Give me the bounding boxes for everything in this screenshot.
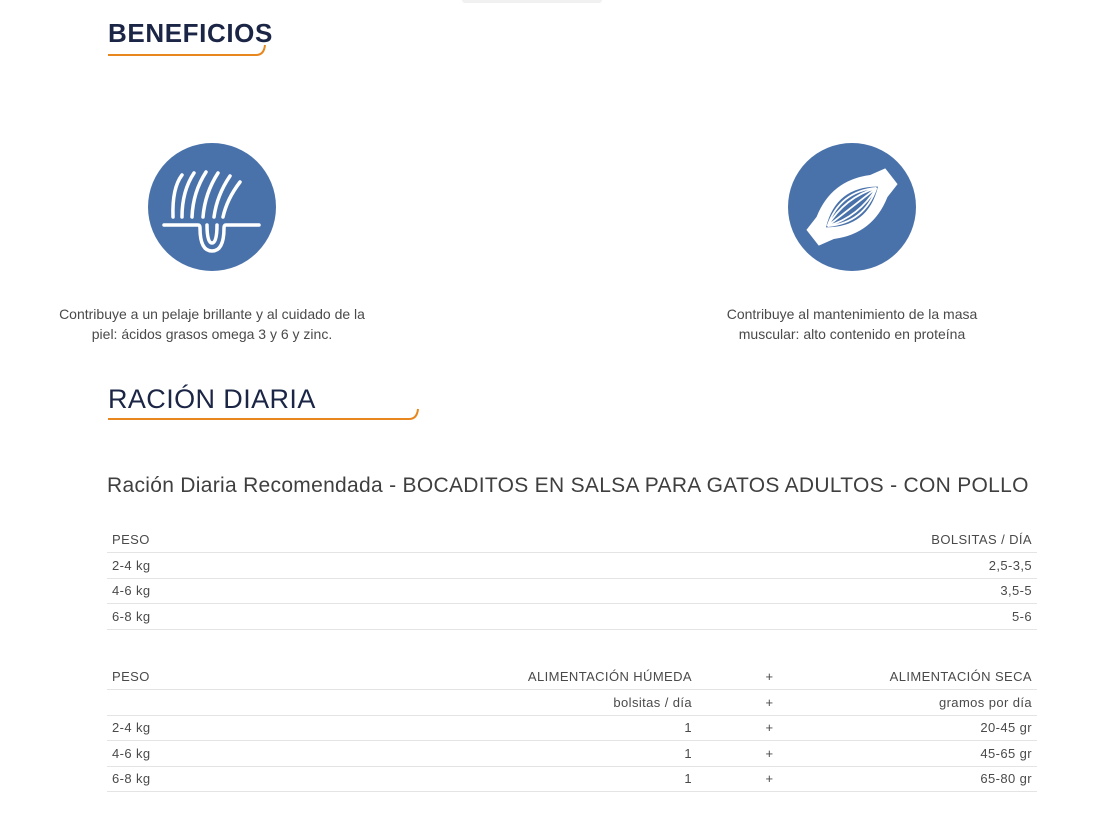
table-row — [107, 553, 1037, 579]
cell-peso: 4-6 kg — [107, 578, 390, 604]
header-seca: ALIMENTACIÓN SECA — [842, 664, 1037, 690]
table-row — [107, 715, 1037, 741]
cell-peso: 4-6 kg — [107, 741, 397, 767]
cell-bolsitas: 5-6 — [390, 604, 1037, 630]
header-plus: + — [697, 664, 842, 690]
benefit-description: Contribuye a un pelaje brillante y al cuidado de la piel: ácidos grasos omega 3 y 6 y zinc. — [59, 306, 365, 342]
cell-bolsitas: 2,5-3,5 — [390, 553, 1037, 579]
section-title-text: RACIÓN DIARIA — [108, 384, 316, 414]
cell-seca: 65-80 gr — [842, 766, 1037, 792]
cell-peso: 6-8 kg — [107, 766, 397, 792]
muscle-icon — [788, 143, 916, 271]
table-row — [107, 604, 1037, 630]
unit-seca: gramos por día — [842, 690, 1037, 716]
header-peso: PESO — [107, 527, 390, 553]
cell-plus: + — [697, 741, 842, 767]
title-underline — [108, 43, 266, 57]
table-row — [107, 741, 1037, 767]
cell-peso: 6-8 kg — [107, 604, 390, 630]
header-humeda: ALIMENTACIÓN HÚMEDA — [397, 664, 697, 690]
unit-peso — [107, 690, 397, 716]
cell-humeda: 1 — [397, 715, 697, 741]
section-title-beneficios — [108, 18, 273, 57]
cell-peso: 2-4 kg — [107, 715, 397, 741]
unit-plus: + — [697, 690, 842, 716]
ration-table-mixed — [107, 664, 1037, 792]
table-row — [107, 766, 1037, 792]
unit-humeda: bolsitas / día — [397, 690, 697, 716]
cell-plus: + — [697, 715, 842, 741]
benefit-item-skin-coat — [42, 143, 382, 344]
cell-bolsitas: 3,5-5 — [390, 578, 1037, 604]
header-peso: PESO — [107, 664, 397, 690]
cell-plus: + — [697, 766, 842, 792]
cell-humeda: 1 — [397, 741, 697, 767]
section-title-racion-diaria — [108, 384, 316, 421]
top-scroll-remnant — [462, 0, 602, 3]
ration-subtitle: Ración Diaria Recomendada - BOCADITOS EN SALSA PARA GATOS ADULTOS - CON POLLO — [107, 474, 1029, 497]
benefit-description: Contribuye al mantenimiento de la masa muscular: alto contenido en proteína — [726, 306, 978, 342]
table-header-row — [107, 527, 1037, 553]
hair-follicle-icon — [148, 143, 276, 271]
cell-seca: 45-65 gr — [842, 741, 1037, 767]
cell-seca: 20-45 gr — [842, 715, 1037, 741]
table-row — [107, 578, 1037, 604]
cell-peso: 2-4 kg — [107, 553, 390, 579]
benefit-item-muscle — [682, 143, 1022, 344]
ration-table-bolsitas — [107, 527, 1037, 630]
cell-humeda: 1 — [397, 766, 697, 792]
table-units-row — [107, 690, 1037, 716]
table-header-row — [107, 664, 1037, 690]
section-title-text: BENEFICIOS — [108, 18, 273, 48]
header-bolsitas: BOLSITAS / DÍA — [390, 527, 1037, 553]
title-underline — [108, 407, 419, 421]
